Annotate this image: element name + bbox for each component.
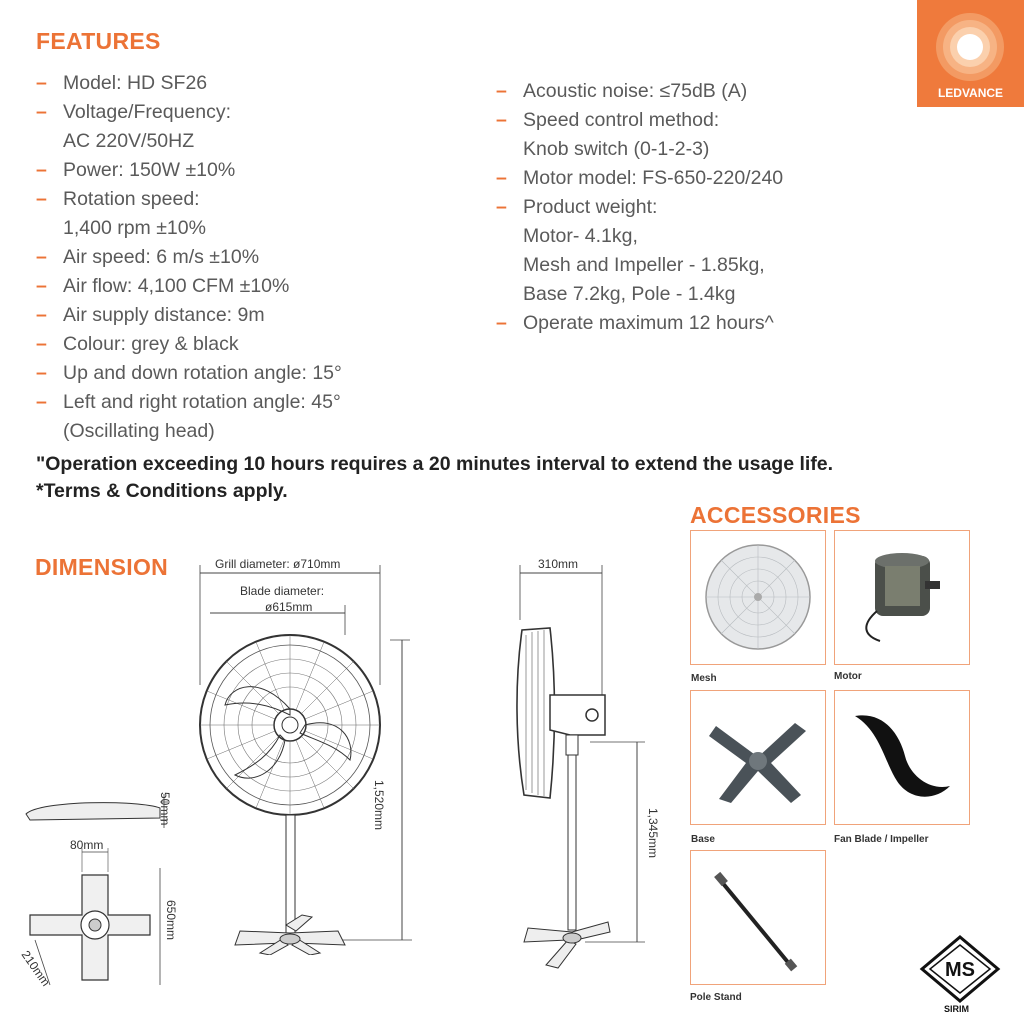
feature-text: Knob switch (0-1-2-3): [523, 138, 710, 160]
feature-item: [34, 156, 474, 185]
features-list-left: [34, 69, 474, 446]
feature-item: [494, 309, 914, 338]
dimension-title: DIMENSION: [35, 554, 169, 580]
feature-text: Mesh and Impeller - 1.85kg,: [523, 254, 765, 276]
feature-text: Speed control method:: [523, 109, 720, 131]
feature-item: [494, 106, 914, 164]
feature-item: [34, 301, 474, 330]
pole-height-label: 1,345mm: [646, 808, 660, 859]
feature-text: Operate maximum 12 hours^: [523, 312, 774, 334]
feature-text: Model: HD SF26: [63, 72, 208, 94]
motor-icon: [835, 531, 969, 664]
bullet-dash: –: [36, 101, 47, 123]
feature-item: [34, 243, 474, 272]
feature-text: Air flow: 4,100 CFM ±10%: [63, 275, 290, 297]
sun-icon: [917, 4, 1024, 84]
grill-diameter-label: Grill diameter: ø710mm: [215, 557, 341, 571]
mesh-image: [690, 530, 826, 665]
feature-item: [34, 69, 474, 98]
feature-text: Air supply distance: 9m: [63, 304, 265, 326]
bullet-dash: –: [496, 196, 507, 218]
features-list-right: [494, 77, 914, 338]
fan-blade-icon: [835, 691, 969, 824]
feature-item: [34, 359, 474, 388]
fan-blade-label: Fan Blade / Impeller: [834, 834, 929, 845]
motor-image: [834, 530, 970, 665]
bullet-dash: –: [496, 109, 507, 131]
pole-stand-image: [690, 850, 826, 985]
base-icon: [691, 691, 825, 824]
bullet-dash: –: [36, 159, 47, 181]
base-foot-label: 210mm: [18, 948, 53, 989]
feature-item: [494, 77, 914, 106]
feature-text: Base 7.2kg, Pole - 1.4kg: [523, 283, 736, 305]
mesh-icon: [691, 531, 825, 664]
feature-item: [34, 98, 474, 156]
feature-text: Product weight:: [523, 196, 658, 218]
bullet-dash: –: [496, 80, 507, 102]
blade-diameter-label: Blade diameter:: [240, 584, 325, 598]
base-image: [690, 690, 826, 825]
pole-stand-icon: [691, 851, 825, 984]
feature-text: Up and down rotation angle: 15°: [63, 362, 342, 384]
feature-item: [34, 185, 474, 243]
bullet-dash: –: [496, 312, 507, 334]
bullet-dash: –: [36, 391, 47, 413]
base-length-label: 650mm: [164, 900, 178, 941]
feature-text: AC 220V/50HZ: [63, 130, 195, 152]
total-height-label: 1,520mm: [372, 780, 386, 831]
bullet-dash: –: [36, 275, 47, 297]
feature-text: Air speed: 6 m/s ±10%: [63, 246, 260, 268]
mesh-label: Mesh: [691, 673, 717, 684]
feature-item: [34, 330, 474, 359]
feature-text: Voltage/Frequency:: [63, 101, 232, 123]
feature-item: [34, 272, 474, 301]
feature-item: [494, 193, 914, 309]
fan-front-view-diagram: [190, 555, 430, 955]
ms-mark-text: MS: [945, 959, 975, 981]
depth-label: 310mm: [538, 557, 579, 571]
motor-label: Motor: [834, 671, 862, 682]
ledvance-logo: [917, 0, 1024, 107]
feature-item: [494, 164, 914, 193]
base-arm-label: 80mm: [70, 838, 104, 852]
blade-diameter-value: ø615mm: [265, 600, 313, 614]
bullet-dash: –: [36, 72, 47, 94]
feature-text: Motor- 4.1kg,: [523, 225, 638, 247]
bullet-dash: –: [36, 304, 47, 326]
base-height-label: 50mm: [158, 792, 172, 826]
feature-text: Rotation speed:: [63, 188, 200, 210]
feature-item: [34, 388, 474, 446]
terms-note: *Terms & Conditions apply.: [36, 480, 288, 502]
base-label: Base: [691, 834, 715, 845]
sirim-ms-mark: [918, 935, 1002, 1007]
feature-text: (Oscillating head): [63, 420, 215, 442]
bullet-dash: –: [36, 333, 47, 355]
feature-text: Left and right rotation angle: 45°: [63, 391, 341, 413]
feature-text: Acoustic noise: ≤75dB (A): [523, 80, 748, 102]
accessories-title: ACCESSORIES: [690, 502, 861, 528]
feature-text: 1,400 rpm ±10%: [63, 217, 206, 239]
bullet-dash: –: [36, 188, 47, 210]
features-title: FEATURES: [36, 28, 161, 54]
bullet-dash: –: [36, 362, 47, 384]
fan-blade-image: [834, 690, 970, 825]
fan-side-view-diagram: [510, 560, 670, 980]
brand-name: LEDVANCE: [937, 86, 1004, 100]
sirim-label: SIRIM: [944, 1004, 970, 1014]
feature-text: Power: 150W ±10%: [63, 159, 236, 181]
usage-note: "Operation exceeding 10 hours requires a 20 minutes interval to extend the usage life.: [36, 453, 834, 475]
bullet-dash: –: [496, 167, 507, 189]
feature-text: Colour: grey & black: [63, 333, 239, 355]
bullet-dash: –: [36, 246, 47, 268]
feature-text: Motor model: FS-650-220/240: [523, 167, 784, 189]
pole-stand-label: Pole Stand: [690, 992, 742, 1003]
